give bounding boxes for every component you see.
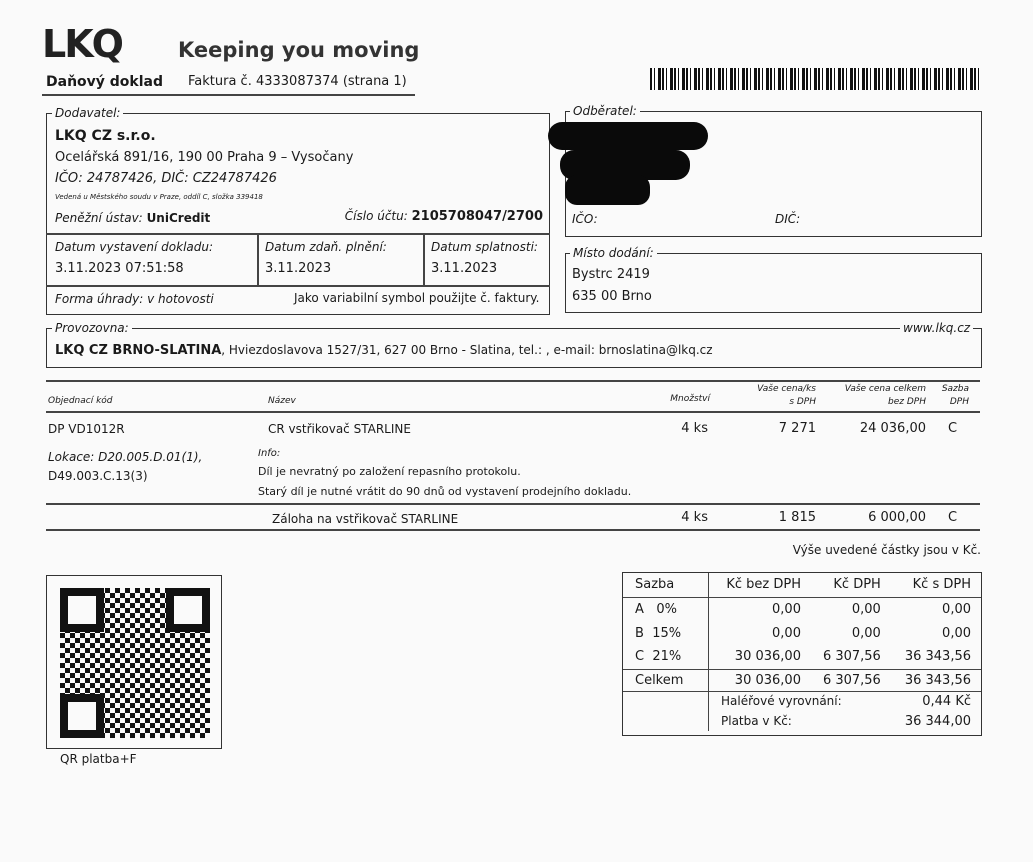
item-name: CR vstřikovač STARLINE bbox=[268, 422, 411, 436]
delivery-line2: 635 00 Brno bbox=[572, 289, 652, 304]
sum-row-a bbox=[623, 597, 981, 621]
qr-label: QR platba+F bbox=[60, 752, 137, 766]
sum-header-base: Kč bez DPH bbox=[726, 577, 801, 593]
col-rate-2: DPH bbox=[949, 397, 969, 407]
base: 0,00 bbox=[772, 625, 801, 641]
branch-label: Provozovna: bbox=[52, 321, 132, 335]
customer-dic-label: DIČ: bbox=[775, 212, 801, 226]
total-base: 30 036,00 bbox=[734, 672, 801, 688]
tax-date: 3.11.2023 bbox=[265, 261, 332, 276]
divider bbox=[46, 503, 980, 505]
tagline: Keeping you moving bbox=[178, 38, 420, 62]
lkq-logo: LKQ bbox=[42, 22, 122, 66]
sum-header-vat: Kč DPH bbox=[833, 577, 881, 593]
col-total-2: bez DPH bbox=[888, 397, 926, 407]
col-name: Název bbox=[268, 396, 296, 406]
supplier-ids: IČO: 24787426, DIČ: CZ24787426 bbox=[55, 171, 277, 186]
bank-label: Peněžní ústav: bbox=[55, 211, 143, 225]
branch-web: www.lkq.cz bbox=[900, 321, 973, 335]
rate-pct: 0% bbox=[656, 601, 677, 617]
supplier-registry: Vedená u Městského soudu v Praze, oddíl C, složka 339418 bbox=[55, 193, 263, 201]
rounding-label: Haléřové vyrovnání: bbox=[721, 694, 842, 709]
issue-date: 3.11.2023 07:51:58 bbox=[55, 261, 184, 276]
account-number: 2105708047/2700 bbox=[411, 209, 543, 224]
payment-total: 36 344,00 bbox=[904, 713, 971, 729]
sum-row-b bbox=[623, 621, 981, 645]
item-unit-price: 1 815 bbox=[778, 510, 816, 525]
supplier-name: LKQ CZ s.r.o. bbox=[55, 128, 156, 144]
gross: 0,00 bbox=[942, 601, 971, 617]
divider bbox=[46, 411, 980, 413]
base: 30 036,00 bbox=[734, 649, 801, 665]
rate-pct: 15% bbox=[652, 625, 682, 641]
item-location: Lokace: D20.005.D.01(1), bbox=[48, 450, 203, 464]
branch-name: LKQ CZ BRNO-SLATINA bbox=[55, 343, 222, 358]
rate-code: B bbox=[635, 625, 644, 641]
redaction bbox=[548, 122, 708, 150]
item-rate: C bbox=[948, 421, 958, 436]
issue-date-label: Datum vystavení dokladu: bbox=[55, 240, 214, 254]
payment-total-label: Platba v Kč: bbox=[721, 714, 792, 728]
col-code: Objednací kód bbox=[48, 396, 113, 406]
divider bbox=[46, 285, 550, 287]
barcode bbox=[650, 68, 980, 90]
col-rate-1: Sazba bbox=[941, 384, 969, 394]
divider bbox=[46, 233, 550, 235]
divider bbox=[257, 233, 259, 285]
total-label: Celkem bbox=[623, 669, 709, 691]
supplier-address: Ocelářská 891/16, 190 00 Praha 9 – Vysočany bbox=[55, 150, 354, 165]
item-total: 6 000,00 bbox=[868, 510, 926, 525]
gross: 0,00 bbox=[942, 625, 971, 641]
item-code: DP VD1012R bbox=[48, 422, 125, 436]
due-date: 3.11.2023 bbox=[431, 261, 498, 276]
col-unit-1: Vaše cena/ks bbox=[757, 384, 816, 394]
rate-pct: 21% bbox=[652, 649, 682, 665]
total-vat: 6 307,56 bbox=[822, 672, 881, 688]
item-qty: 4 ks bbox=[681, 510, 708, 525]
sum-header-gross: Kč s DPH bbox=[912, 577, 971, 593]
base: 0,00 bbox=[772, 601, 801, 617]
divider bbox=[46, 529, 980, 531]
payment-note: Jako variabilní symbol použijte č. faktury. bbox=[294, 291, 540, 305]
item-name: Záloha na vstřikovač STARLINE bbox=[272, 512, 459, 526]
vat-summary bbox=[622, 572, 982, 736]
rate-code: C bbox=[635, 649, 645, 665]
total-gross: 36 343,56 bbox=[904, 672, 971, 688]
info-label: Info: bbox=[258, 448, 281, 459]
divider bbox=[46, 380, 980, 382]
rounding-value: 0,44 Kč bbox=[922, 693, 971, 709]
info-line-1: Díl je nevratný po založení repasního protokolu. bbox=[258, 465, 521, 478]
vat: 0,00 bbox=[851, 601, 881, 617]
customer-ico-label: IČO: bbox=[572, 212, 598, 226]
col-qty: Množství bbox=[670, 394, 710, 404]
customer-label: Odběratel: bbox=[570, 104, 640, 118]
sum-row-c bbox=[623, 645, 981, 669]
branch-details: , Hviezdoslavova 1527/31, 627 00 Brno - Slatina, tel.: , e-mail: brnoslatina@lkq.cz bbox=[221, 343, 713, 357]
delivery-line1: Bystrc 2419 bbox=[572, 267, 650, 282]
divider bbox=[42, 94, 415, 96]
col-unit-2: s DPH bbox=[789, 397, 816, 407]
col-total-1: Vaše cena celkem bbox=[844, 384, 926, 394]
gross: 36 343,56 bbox=[904, 649, 971, 665]
rate-code: A bbox=[635, 601, 644, 617]
doc-type: Daňový doklad bbox=[46, 74, 163, 90]
sum-row-total bbox=[623, 669, 981, 691]
supplier-label: Dodavatel: bbox=[52, 106, 123, 120]
currency-note: Výše uvedené částky jsou v Kč. bbox=[792, 543, 981, 557]
due-date-label: Datum splatnosti: bbox=[431, 240, 538, 254]
invoice-number: Faktura č. 4333087374 (strana 1) bbox=[188, 74, 407, 89]
qr-code bbox=[60, 588, 210, 738]
delivery-label: Místo dodání: bbox=[570, 246, 657, 260]
item-qty: 4 ks bbox=[681, 421, 708, 436]
delivery-box bbox=[565, 253, 982, 313]
info-line-2: Starý díl je nutné vrátit do 90 dnů od vystavení prodejního dokladu. bbox=[258, 485, 632, 498]
item-total: 24 036,00 bbox=[859, 421, 926, 436]
vat: 0,00 bbox=[851, 625, 881, 641]
payment-method: Forma úhrady: v hotovosti bbox=[55, 292, 214, 306]
item-location-2: D49.003.C.13(3) bbox=[48, 469, 148, 483]
item-rate: C bbox=[948, 510, 958, 525]
bank-name: UniCredit bbox=[146, 211, 211, 225]
sum-header-rate: Sazba bbox=[623, 573, 709, 597]
tax-date-label: Datum zdaň. plnění: bbox=[265, 240, 387, 254]
vat: 6 307,56 bbox=[822, 649, 881, 665]
divider bbox=[423, 233, 425, 285]
account-label: Číslo účtu: bbox=[344, 209, 408, 223]
redaction bbox=[565, 175, 650, 205]
item-unit-price: 7 271 bbox=[778, 421, 816, 436]
